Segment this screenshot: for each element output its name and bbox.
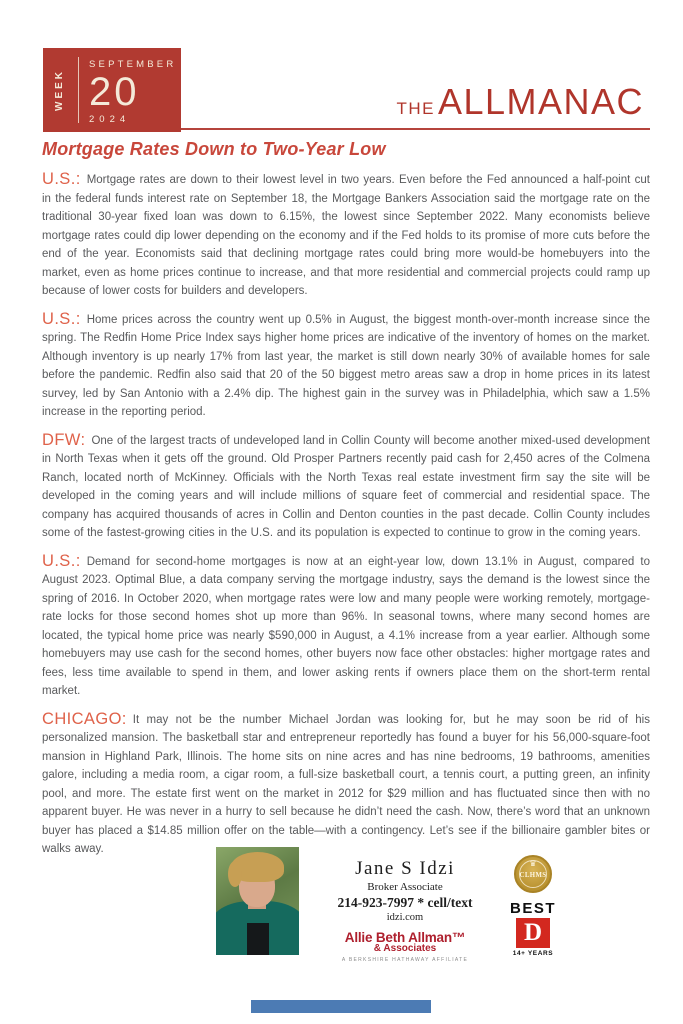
crown-icon: ♛ [529, 859, 537, 868]
date-year: 2024 [89, 113, 131, 125]
date-block [43, 48, 181, 132]
week-label-vertical [54, 48, 65, 132]
brokerage-associates: & Associates [373, 943, 437, 954]
article-body: It may not be the number Michael Jordan was looking for, but he may soon be rid of his personalized mansion. The basketball star and entrepreneur reportedly has found a buyer for his 56,000-square-foot mansion in Highland Park, Illinois. The home sits on nine acres and has nine bedrooms, 19 bathrooms, amenities galore, including a media room, a cigar room, a full-size basketball court, a tennis court, a putting green, an infinity pool, and more. The estate first went on the market in 2012 for $29 million and has fluctuated since then with no apparent buyer. He was never in a hurry to sell because he didn’t need the cash. Now, there’s word that an unknown buyer has placed a $14.85 million offer on the table—with a contingency. Let’s see if the billionaire gambler bites or walks away. [42, 713, 650, 855]
photo-shirt-shape [247, 923, 269, 955]
article-lead: U.S.: [42, 309, 81, 328]
agent-title: Broker Associate [367, 881, 443, 893]
date-stack [89, 59, 176, 125]
article-lead: U.S.: [42, 551, 81, 570]
berkshire-affiliate-line: A BERKSHIRE HATHAWAY AFFILIATE [341, 957, 469, 963]
brand-name: ALLMANAC [437, 81, 644, 122]
article-lead: U.S.: [42, 170, 81, 188]
agent-name: Jane S Idzi [355, 858, 455, 879]
article-body: Mortgage rates are down to their lowest level in two years. Even before the Fed announced a half-point cut in the federal funds interest rate on September 18, the Mortgage Bankers Association said the mortgage rate on the traditional 30-year fixed loan was down to 6.15%, the lowest since September 2022. Many economists believe mortgage rates could dip lower depending on the economy and if the Fed holds to its promise of more cuts before the end of the year. Economists said that declining mortgage rates could bring more would-be homebuyers into the market, even as home prices continue to increase, and that more residential and commercial projects could ramp up because of lower costs for builders and developers. [42, 174, 650, 297]
agent-card [216, 847, 556, 963]
date-month: SEPTEMBER [89, 59, 177, 70]
award-badges [498, 847, 568, 957]
bottom-bar [251, 1000, 431, 1013]
clhms-badge [514, 855, 552, 893]
brokerage-logo [312, 930, 498, 963]
agent-website: idzi.com [386, 912, 424, 923]
d-magazine-logo: D [516, 918, 550, 948]
header-rule [181, 128, 650, 130]
allmanac-logo [396, 81, 644, 122]
agent-phone: 214-923-7997 * cell/text [337, 895, 473, 910]
article-us-prices [42, 311, 650, 422]
agent-photo [216, 847, 299, 955]
clhms-label: CLHMS [519, 872, 547, 879]
brokerage-name: Allie Beth Allman™ [344, 930, 466, 945]
date-divider [78, 57, 79, 123]
article-body: Home prices across the country went up 0.5% in August, the biggest month-over-month increase since the spring. The Redfin Home Price Index says higher home prices are indicative of the inventory of homes on the market. Although inventory is up nearly 17% from last year, the market is still down nearly 30% of available homes for sale before the pandemic. Redfin also said that 20 of the 50 biggest metro areas saw a drop in home prices in its latest survey, led by San Antonio with a 2.4% dip. The highest gain in the survey was in Philadelphia, which saw a 1.5% increase in the reporting period. [42, 313, 650, 418]
best-label: BEST [509, 900, 556, 917]
page-title: Mortgage Rates Down to Two-Year Low [42, 139, 386, 159]
article-body: Demand for second-home mortgages is now at an eight-year low, down 13.1% in August, compared to August 2023. Optimal Blue, a data company serving the mortgage industry, says the demand is the lowest since the spring of 2016. In October 2020, when mortgage rates were low and many people were working remotely, mortgage-rate locks for those second homes shot up more than 96%. In seasonal towns, where many second homes are located, the typical home price was nearly $590,000 in August, a 4.1% increase from a year earlier. Although some homebuyers may use cash for the second homes, other buyers now face other obstacles: higher mortgage rates and fees, less time available to spend in them, and lower asking rents if owners place them on the short-term rental market. [42, 555, 650, 697]
years-label: 14+ YEARS [512, 950, 554, 957]
brand-the: THE [396, 99, 435, 118]
article-us-rates [42, 171, 650, 301]
articles-section [42, 171, 650, 869]
article-lead: CHICAGO: [42, 709, 127, 728]
photo-hair-side-shape [228, 861, 242, 887]
article-body: One of the largest tracts of undeveloped land in Collin County will become another mixed-used development in North Texas when it gets off the ground. Old Prosper Partners recently paid cash for 2,450 acres of the Colmena Ranch, located north of McKinney. Officials with the North Texas real estate investment firm say the site will be developed in the coming years and will include millions of square feet of commercial and residential space. The company has acquired thousands of acres in Collin and Denton counties in the past decade. Collin County includes some of the fastest-growing cities in the U.S. and its population is expected to continue to grow in the coming years. [42, 434, 650, 539]
article-lead: DFW: [42, 430, 86, 449]
article-dfw [42, 432, 650, 543]
date-day: 20 [89, 70, 140, 114]
agent-info [312, 847, 498, 963]
article-us-second-homes [42, 553, 650, 701]
week-label: WEEK [54, 69, 65, 111]
article-chicago [42, 711, 650, 859]
